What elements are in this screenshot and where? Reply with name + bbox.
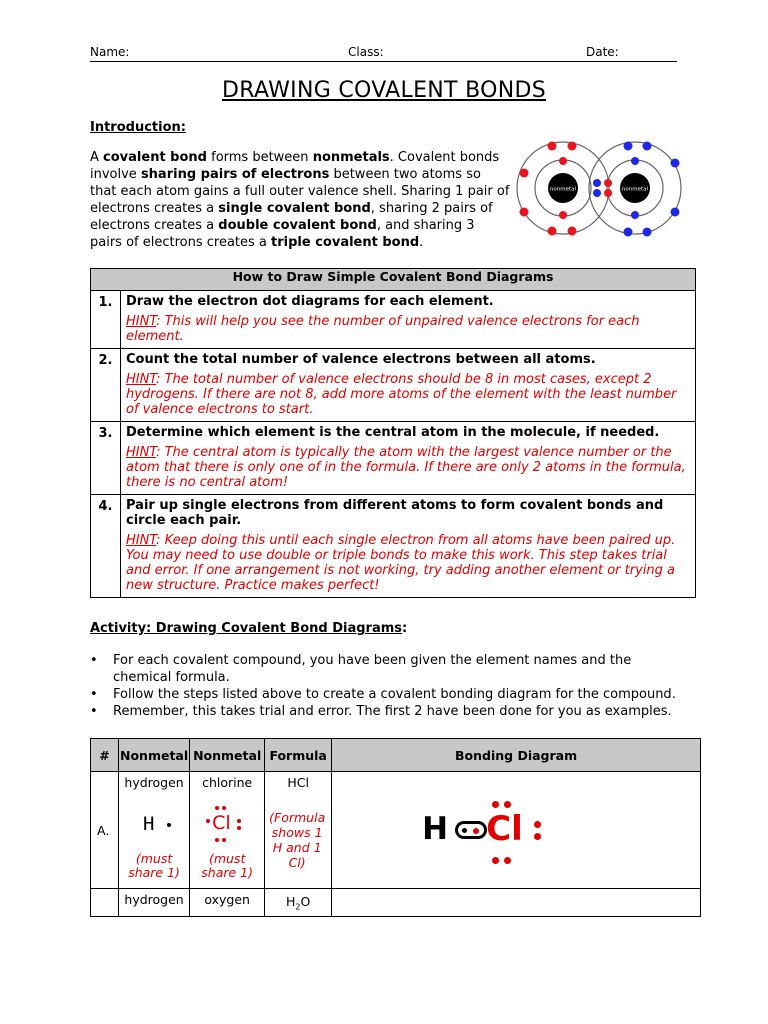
step-number: 1. [91,291,121,349]
hcl-bonding-diagram [422,795,552,865]
chlorine-dot-diagram [190,804,264,844]
row-label: A. [91,772,119,889]
name-label: Name: [90,45,130,59]
date-label: Date: [586,45,619,59]
electron-dot [167,823,171,827]
nonmetal-1-cell [119,772,190,889]
header-line [90,45,677,62]
bonding-diagram-cell [332,772,701,889]
formula-text: $H_2O$ [265,889,332,917]
bonding-diagram-cell [332,889,701,917]
step-title: Draw the electron dot diagrams for each element. [126,294,494,309]
intro-heading: Introduction: [90,120,186,135]
col-header-formula: Formula [265,739,332,772]
class-label: Class: [348,45,384,59]
share-note: (must share 1) [128,851,180,880]
table-row [91,889,701,917]
diagram-cl-symbol: Cl [486,809,523,849]
table-row [91,349,696,422]
right-nucleus-label: nonmetal [621,186,649,193]
element-name: oxygen [190,889,265,917]
list-item: • For each covalent compound, you have been given the element names and the chemical formula. [90,652,690,686]
col-header-nonmetal-2: Nonmetal [190,739,265,772]
activity-table [90,738,701,917]
element-symbol: H [143,813,155,835]
step-title: Determine which element is the central atom in the molecule, if needed. [126,425,660,440]
diagram-h-symbol: H [422,811,449,847]
list-item: • Remember, this takes trial and error. The first 2 have been done for you as examples. [90,703,690,720]
hydrogen-dot-diagram [119,813,189,843]
intro-paragraph: A covalent bond forms between nonmetals. Covalent bonds involve sharing pairs of electrons between two atoms so that each atom gains a full outer valence shell. Sharing 1 pair of electrons creates a single covalent bond, sharing 2 pairs of electrons creates a double covalent bond, and sharing 3 pairs of electrons creates a triple covalent bond. [90,150,510,250]
steps-table [90,268,696,598]
step-title: Pair up single electrons from different atoms to form covalent bonds and circle each pair. [126,498,664,528]
activity-heading: Activity: Drawing Covalent Bond Diagrams: [90,621,408,636]
step-number: 3. [91,422,121,495]
list-item: • Follow the steps listed above to create a covalent bonding diagram for the compound. [90,686,690,703]
activity-instructions [90,652,690,720]
table-row [91,495,696,598]
table-row [91,772,701,889]
col-header-nonmetal-1: Nonmetal [119,739,190,772]
share-note: (must share 1) [201,851,254,880]
formula-text: HCl [287,775,309,790]
step-number: 4. [91,495,121,598]
bond-circle [455,821,487,839]
step-hint: HINT: The total number of valence electrons should be 8 in most cases, except 2 hydrogens. If there are not 8, add more atoms of the element with the least number of valence electrons to start. [126,372,677,417]
page-title: DRAWING COVALENT BONDS [222,78,546,103]
row-label [91,889,119,917]
formula-cell [265,772,332,889]
step-hint: HINT: This will help you see the number of unpaired valence electrons for each element. [126,314,640,344]
col-header-bonding-diagram: Bonding Diagram [332,739,701,772]
element-name: chlorine [202,775,253,790]
element-symbol: Cl [212,812,231,834]
covalent-bond-figure [515,133,690,248]
formula-note: (Formula shows 1 H and 1 Cl) [269,810,326,870]
steps-table-header: How to Draw Simple Covalent Bond Diagrams [91,269,696,291]
activity-table-header [91,739,701,772]
step-hint: HINT: The central atom is typically the atom with the largest valence number or the atom that there is only one of in the formula. If there are only 2 atoms in the formula, there is no central atom! [126,445,686,490]
table-row [91,422,696,495]
step-hint: HINT: Keep doing this until each single electron from all atoms have been paired up. You may need to use double or triple bonds to make this work. This step takes trial and error. If one arrangement is not working, try adding another element or trying a new structure. Practice makes perfect! [126,533,676,593]
col-header-num: # [91,739,119,772]
element-name: hydrogen [124,775,184,790]
table-row [91,291,696,349]
left-nucleus-label: nonmetal [549,186,577,193]
nonmetal-2-cell [190,772,265,889]
step-title: Count the total number of valence electrons between all atoms. [126,352,596,367]
element-name: hydrogen [119,889,190,917]
step-number: 2. [91,349,121,422]
